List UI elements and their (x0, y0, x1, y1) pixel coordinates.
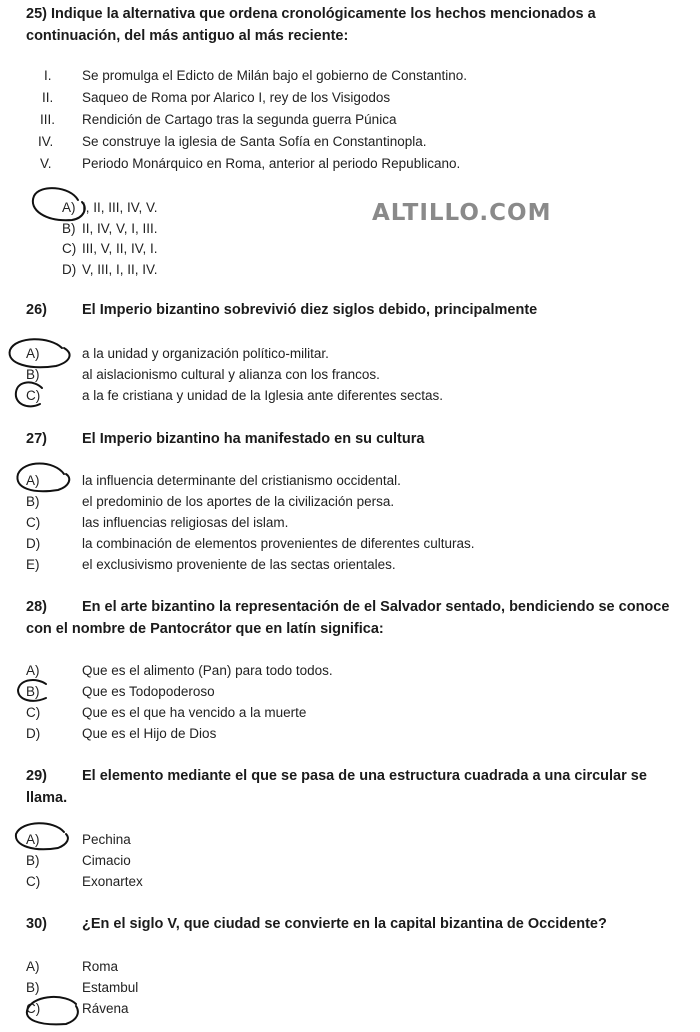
option-text: a la unidad y organización político-militar. (82, 346, 329, 361)
answer-circle-q29 (16, 823, 68, 849)
option-text: II, IV, V, I, III. (82, 221, 158, 236)
q28-title-line1: En el arte bizantino la representación de el Salvador sentado, bendiciendo se conoce (82, 599, 670, 615)
option-letter: B) (26, 980, 40, 995)
option-letter: C) (62, 241, 77, 256)
option-letter: C) (26, 705, 41, 720)
option-text: Rávena (82, 1001, 129, 1016)
option-letter: C) (26, 388, 41, 403)
option-letter: B) (26, 367, 40, 382)
option-text: Que es el alimento (Pan) para todo todos. (82, 663, 333, 678)
option-letter: B) (26, 494, 40, 509)
option-letter: B) (26, 684, 40, 699)
q29-number: 29) (26, 768, 47, 784)
q25-item-text: Se promulga el Edicto de Milán bajo el gobierno de Constantino. (82, 68, 467, 83)
answer-circle-q25 (33, 188, 85, 220)
watermark: ALTILLO.COM (372, 200, 552, 226)
option-text: Que es el que ha vencido a la muerte (82, 705, 307, 720)
option-letter: A) (62, 200, 76, 215)
option-letter: C) (26, 1001, 41, 1016)
q25-item-num: II. (42, 90, 54, 105)
option-text: a la fe cristiana y unidad de la Iglesia ante diferentes sectas. (82, 388, 443, 403)
option-text: al aislacionismo cultural y alianza con los francos. (82, 367, 380, 382)
option-letter: B) (26, 853, 40, 868)
q26-number: 26) (26, 302, 47, 318)
q26-title: El Imperio bizantino sobrevivió diez siglos debido, principalmente (82, 302, 538, 318)
q25-item-num: I. (44, 68, 52, 83)
option-text: el predominio de los aportes de la civilización persa. (82, 494, 395, 509)
q25-item-num: V. (40, 156, 52, 171)
option-letter: D) (26, 726, 41, 741)
q30-title: ¿En el siglo V, que ciudad se convierte en la capital bizantina de Occidente? (82, 916, 607, 932)
q28-title-line2: con el nombre de Pantocrátor que en latín significa: (26, 621, 384, 637)
option-text: la influencia determinante del cristianismo occidental. (82, 473, 401, 488)
q29-title-line1: El elemento mediante el que se pasa de una estructura cuadrada a una circular se (82, 768, 647, 784)
option-text: Cimacio (82, 853, 131, 868)
q27-title: El Imperio bizantino ha manifestado en su cultura (82, 431, 425, 447)
q25-item-text: Se construye la iglesia de Santa Sofía en Constantinopla. (82, 134, 427, 149)
q25-item-text: Periodo Monárquico en Roma, anterior al periodo Republicano. (82, 156, 461, 171)
q25-item-text: Rendición de Cartago tras la segunda guerra Púnica (82, 112, 397, 127)
q25-title-line2: continuación, del más antiguo al más reciente: (26, 28, 349, 44)
q29-title-line2: llama. (26, 790, 68, 806)
q27-number: 27) (26, 431, 47, 447)
option-text: Estambul (82, 980, 139, 995)
option-text: Pechina (82, 832, 131, 847)
option-text: I, II, III, IV, V. (82, 200, 158, 215)
option-letter: D) (62, 262, 77, 277)
option-letter: E) (26, 557, 40, 572)
q28-number: 28) (26, 599, 47, 615)
option-text: Roma (82, 959, 119, 974)
option-text: V, III, I, II, IV. (82, 262, 158, 277)
option-letter: B) (62, 221, 76, 236)
option-text: Que es Todopoderoso (82, 684, 215, 699)
answer-circle-q26-a (10, 339, 70, 367)
option-text: la combinación de elementos provenientes de diferentes culturas. (82, 536, 475, 551)
option-letter: D) (26, 536, 41, 551)
option-letter: C) (26, 515, 41, 530)
q25-title-line1: 25) Indique la alternativa que ordena cronológicamente los hechos mencionados a (26, 6, 596, 22)
q25-item-num: IV. (38, 134, 54, 149)
q25-item-num: III. (40, 112, 56, 127)
q30-number: 30) (26, 916, 47, 932)
option-letter: A) (26, 832, 40, 847)
option-letter: A) (26, 346, 40, 361)
q25-item-text: Saqueo de Roma por Alarico I, rey de los Visigodos (82, 90, 391, 105)
option-letter: A) (26, 959, 40, 974)
option-letter: C) (26, 874, 41, 889)
option-text: el exclusivismo proveniente de las sectas orientales. (82, 557, 396, 572)
option-text: las influencias religiosas del islam. (82, 515, 289, 530)
option-text: Exonartex (82, 874, 143, 889)
option-text: Que es el Hijo de Dios (82, 726, 217, 741)
option-letter: A) (26, 473, 40, 488)
option-letter: A) (26, 663, 40, 678)
option-text: III, V, II, IV, I. (82, 241, 158, 256)
